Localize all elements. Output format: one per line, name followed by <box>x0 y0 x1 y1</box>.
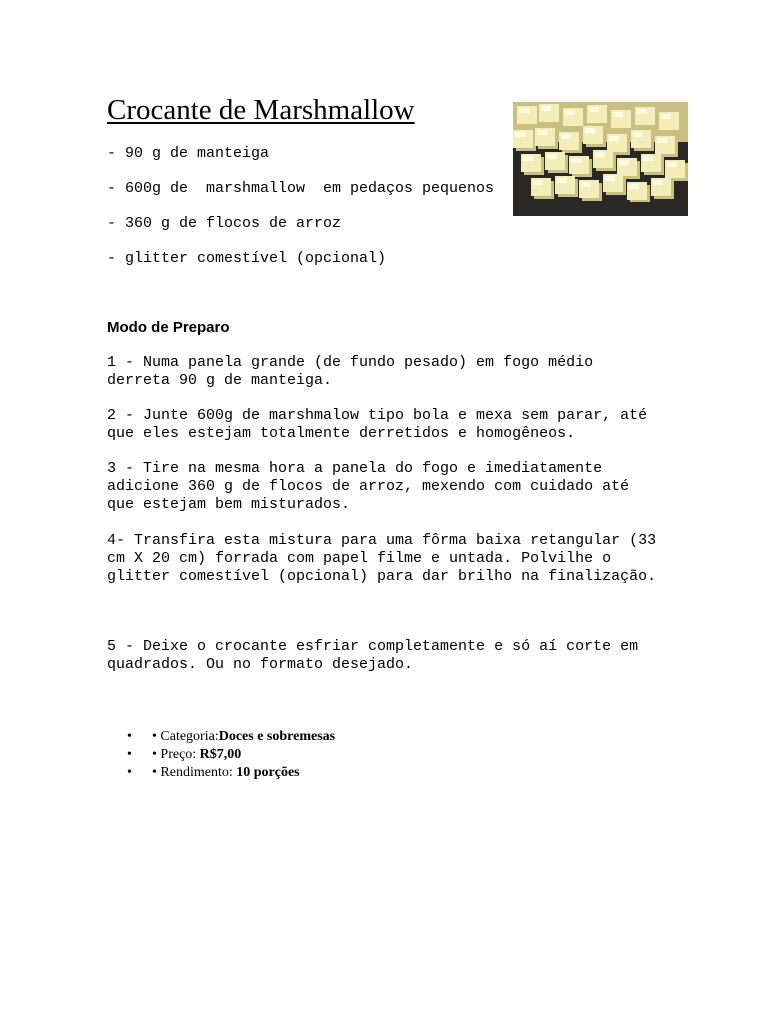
marshmallow-cube-highlight <box>523 156 533 161</box>
marshmallow-cube-highlight <box>613 112 623 117</box>
marshmallow-cube-highlight <box>657 138 667 143</box>
marshmallow-cube-highlight <box>537 130 547 135</box>
marshmallow-cube-highlight <box>653 180 663 185</box>
marshmallow-cube-highlight <box>565 110 575 115</box>
bullet-icon: • <box>127 729 132 744</box>
method-step: 1 - Numa panela grande (de fundo pesado) em fogo médio derreta 90 g de manteiga. <box>107 354 594 389</box>
marshmallow-cube-highlight <box>589 107 599 112</box>
marshmallow-cube-highlight <box>519 108 529 113</box>
ingredient-item: - 90 g de manteiga <box>107 145 270 162</box>
ingredient-item: - glitter comestível (opcional) <box>107 250 387 267</box>
marshmallow-cube-highlight <box>619 160 629 165</box>
marshmallow-cube-highlight <box>561 134 571 139</box>
info-value: Doces e sobremesas <box>218 729 336 744</box>
marshmallow-cube-highlight <box>629 184 639 189</box>
marshmallow-cube-highlight <box>571 158 581 163</box>
marshmallow-cube-highlight <box>595 152 605 157</box>
method-step: 5 - Deixe o crocante esfriar completamente e só aí corte em quadrados. Ou no formato desejado. <box>107 638 639 673</box>
recipe-info-list <box>107 728 335 782</box>
marshmallow-crisp-photo <box>513 102 688 216</box>
method-heading: Modo de Preparo <box>107 319 230 336</box>
info-label: • Rendimento: <box>152 765 237 780</box>
bullet-icon: • <box>127 765 132 780</box>
marshmallow-cube-highlight <box>637 109 647 114</box>
info-value: 10 porções <box>236 765 300 780</box>
method-step: 3 - Tire na mesma hora a panela do fogo e imediatamente adicione 360 g de flocos de arroz, mexendo com cuidado até que estejam bem misturados. <box>107 460 630 513</box>
info-item-yield <box>127 764 335 782</box>
tray-rim <box>513 202 688 216</box>
info-label: • Preço: <box>152 747 200 762</box>
method-step: 4- Transfira esta mistura para uma fôrma baixa retangular (33 cm X 20 cm) forrada com papel filme e untada. Polvilhe o glitter comestível (opcional) para dar brilho na finalização. <box>107 532 657 585</box>
recipe-title: Crocante de Marshmallow <box>107 94 415 126</box>
ingredient-item: - 600g de marshmallow em pedaços pequenos <box>107 180 495 197</box>
marshmallow-cube-highlight <box>661 114 671 119</box>
marshmallow-cube-highlight <box>667 162 677 167</box>
marshmallow-cube-highlight <box>547 154 557 159</box>
marshmallow-cube-highlight <box>609 136 619 141</box>
marshmallow-cube-highlight <box>633 132 643 137</box>
info-label: • Categoria: <box>152 729 219 744</box>
marshmallow-cube-highlight <box>581 182 591 187</box>
method-step: 2 - Junte 600g de marshmalow tipo bola e mexa sem parar, até que eles estejam totalmente derretidos e homogêneos. <box>107 407 648 442</box>
marshmallow-cube-highlight <box>585 128 595 133</box>
marshmallow-cube-highlight <box>533 180 543 185</box>
marshmallow-cube-highlight <box>557 178 567 183</box>
marshmallow-cube-highlight <box>605 176 615 181</box>
ingredient-item: - 360 g de flocos de arroz <box>107 215 342 232</box>
bullet-icon: • <box>127 747 132 762</box>
info-value: R$7,00 <box>199 747 242 762</box>
info-item-category <box>127 728 336 746</box>
info-item-price <box>127 746 335 764</box>
marshmallow-cube-highlight <box>643 156 653 161</box>
marshmallow-cube-highlight <box>541 106 551 111</box>
marshmallow-cube-highlight <box>515 132 525 137</box>
